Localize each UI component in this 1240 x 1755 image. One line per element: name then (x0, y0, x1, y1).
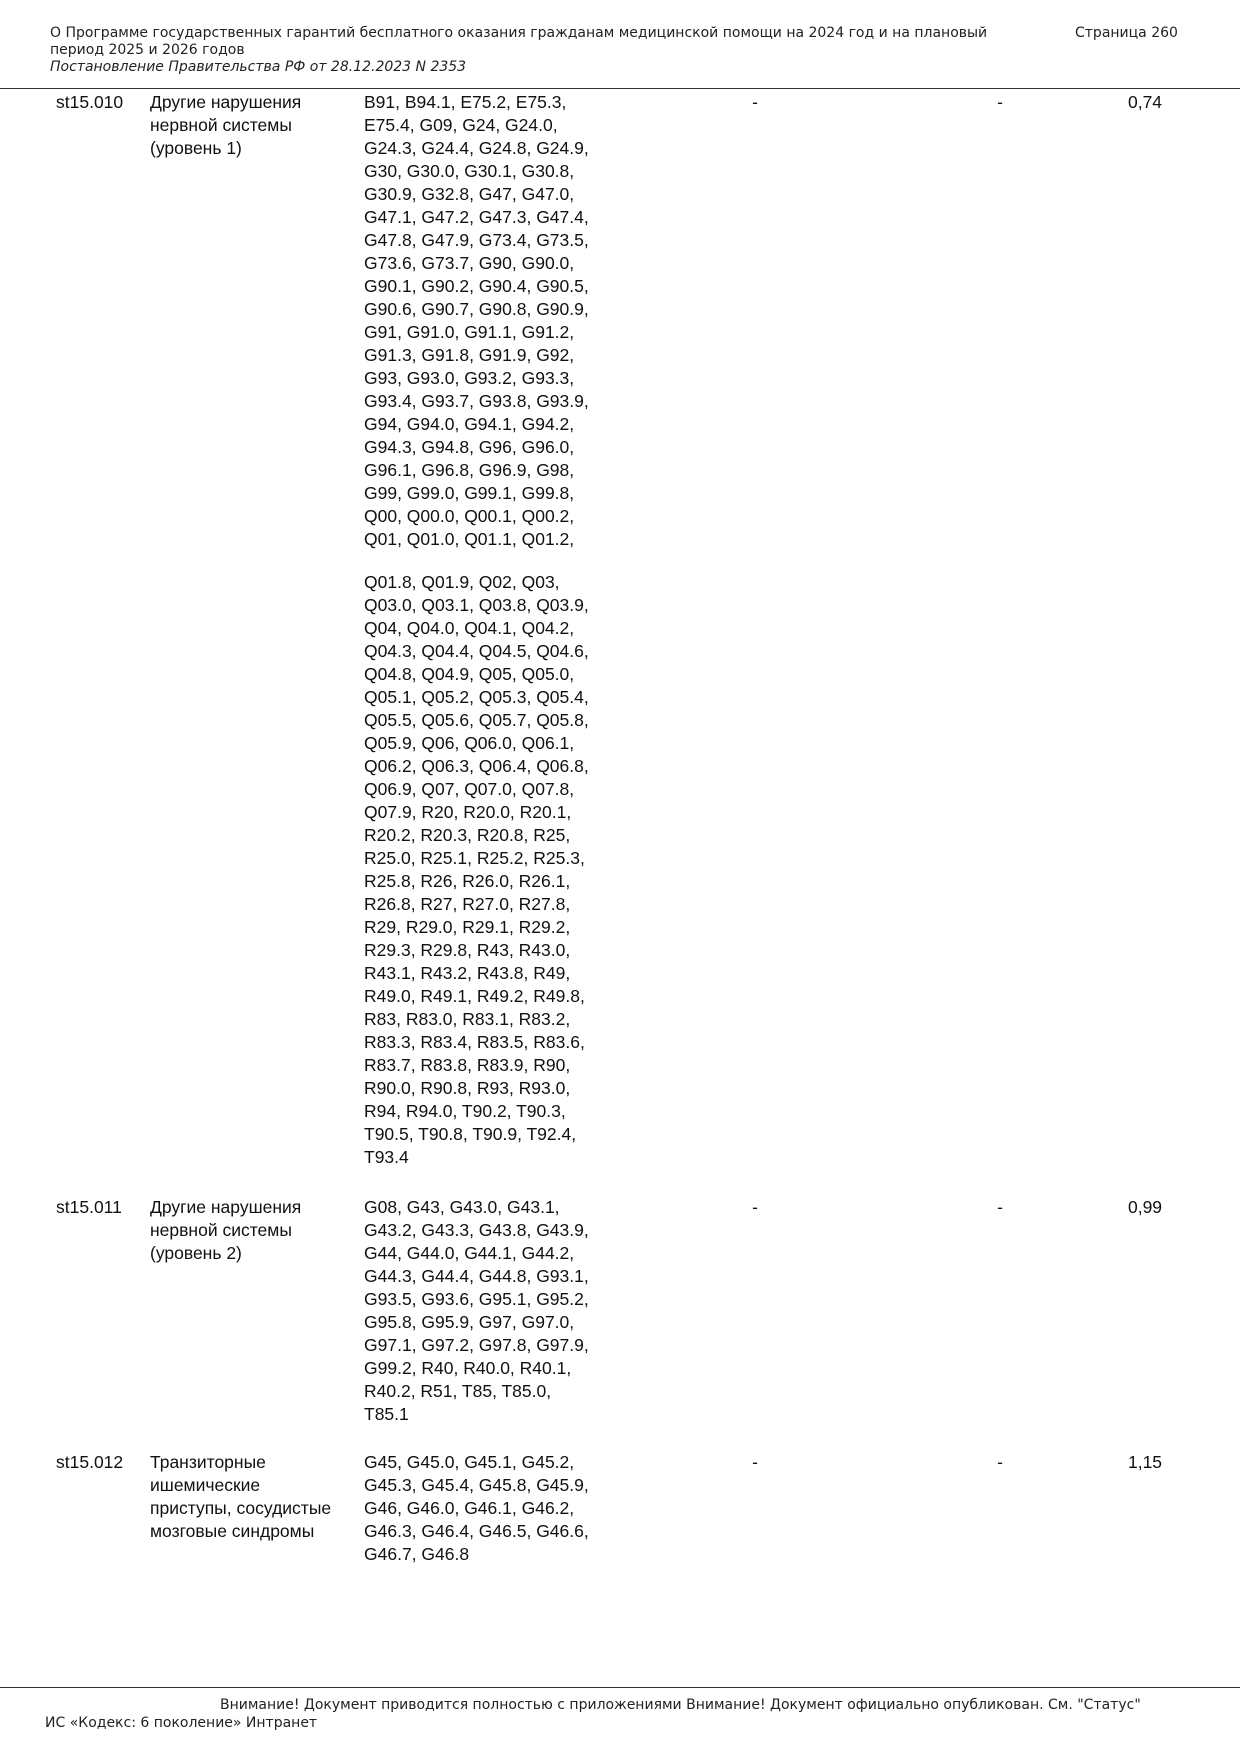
footer-system-name: ИС «Кодекс: 6 поколение» Интранет (45, 1715, 318, 1731)
diag-line: G91.3, G91.8, G91.9, G92, (364, 345, 575, 365)
diag-line: Q06.9, Q07, Q07.0, Q07.8, (364, 779, 575, 799)
diag-line: G08, G43, G43.0, G43.1, (364, 1197, 560, 1217)
row-dash: - (997, 1452, 1003, 1472)
diag-line: R83.3, R83.4, R83.5, R83.6, (364, 1032, 585, 1052)
row-name-line: нервной системы (150, 1220, 292, 1240)
row-name (150, 1196, 355, 1265)
row-name-line: Другие нарушения (150, 1197, 302, 1217)
diag-line: Q03.0, Q03.1, Q03.8, Q03.9, (364, 595, 589, 615)
row-dash: - (752, 1197, 758, 1217)
row-name-line: Другие нарушения (150, 92, 302, 112)
diag-line: G73.6, G73.7, G90, G90.0, (364, 253, 575, 273)
row-diagnosis-codes (364, 91, 634, 1169)
row-coefficient: 0,74 (1127, 92, 1163, 112)
diag-line: R20.2, R20.3, R20.8, R25, (364, 825, 571, 845)
row-dash: - (997, 1197, 1003, 1217)
document-header (50, 25, 1050, 76)
diag-line: Q04.3, Q04.4, Q04.5, Q04.6, (364, 641, 589, 661)
diag-line: R83, R83.0, R83.1, R83.2, (364, 1009, 571, 1029)
diag-line: G91, G91.0, G91.1, G91.2, (364, 322, 575, 342)
row-name-line: Транзиторные (150, 1452, 266, 1472)
row-name-line: ишемические (150, 1475, 261, 1495)
diag-line: G46.7, G46.8 (364, 1544, 470, 1564)
diag-line: R90.0, R90.8, R93, R93.0, (364, 1078, 571, 1098)
row-coefficient: 0,99 (1127, 1197, 1163, 1217)
diag-line: G94, G94.0, G94.1, G94.2, (364, 414, 575, 434)
diag-line: Q04.8, Q04.9, Q05, Q05.0, (364, 664, 575, 684)
diag-line: G46.3, G46.4, G46.5, G46.6, (364, 1521, 589, 1541)
row-name (150, 91, 355, 160)
diag-line: Q05.1, Q05.2, Q05.3, Q05.4, (364, 687, 589, 707)
diag-line: Q06.2, Q06.3, Q06.4, Q06.8, (364, 756, 589, 776)
diag-line: G93.5, G93.6, G95.1, G95.2, (364, 1289, 589, 1309)
diag-line: G44, G44.0, G44.1, G44.2, (364, 1243, 575, 1263)
diag-line: G30.9, G32.8, G47, G47.0, (364, 184, 575, 204)
diag-line: R40.2, R51, T85, T85.0, (364, 1381, 552, 1401)
diag-line: R25.0, R25.1, R25.2, R25.3, (364, 848, 585, 868)
diag-line: G93.4, G93.7, G93.8, G93.9, (364, 391, 589, 411)
diag-line: G90.1, G90.2, G90.4, G90.5, (364, 276, 589, 296)
footer-notice: Внимание! Документ приводится полностью с приложениями Внимание! Документ официально опубликован. См. "Статус" (220, 1697, 1141, 1713)
row-name-line: нервной системы (150, 115, 292, 135)
diag-line: G45.3, G45.4, G45.8, G45.9, (364, 1475, 589, 1495)
diag-line: G46, G46.0, G46.1, G46.2, (364, 1498, 575, 1518)
diag-line: G43.2, G43.3, G43.8, G43.9, (364, 1220, 589, 1240)
diag-line: R49.0, R49.1, R49.2, R49.8, (364, 986, 585, 1006)
row-code: st15.010 (56, 92, 124, 112)
diag-line: T85.1 (364, 1404, 409, 1424)
row-name-line: приступы, сосудистые (150, 1498, 332, 1518)
diag-line: R29.3, R29.8, R43, R43.0, (364, 940, 571, 960)
diag-line: G90.6, G90.7, G90.8, G90.9, (364, 299, 589, 319)
row-name-line: (уровень 1) (150, 138, 242, 158)
header-divider (0, 88, 1240, 89)
diag-line: R94, R94.0, T90.2, T90.3, (364, 1101, 566, 1121)
row-diagnosis-codes (364, 1451, 634, 1566)
row-dash: - (997, 92, 1003, 112)
diag-line: Q01, Q01.0, Q01.1, Q01.2, (364, 529, 575, 549)
row-coefficient: 1,15 (1127, 1452, 1163, 1472)
diag-line: G93, G93.0, G93.2, G93.3, (364, 368, 575, 388)
diag-line: Q01.8, Q01.9, Q02, Q03, (364, 572, 560, 592)
document-subtitle: Постановление Правительства РФ от 28.12.2023 N 2353 (50, 59, 467, 75)
page-number: Страница 260 (1075, 25, 1178, 41)
document-title-line-1: О Программе государственных гарантий бесплатного оказания гражданам медицинской помощи на 2024 год и на плановый (50, 25, 988, 41)
diag-line: Q04, Q04.0, Q04.1, Q04.2, (364, 618, 575, 638)
diag-line: T90.5, T90.8, T90.9, T92.4, (364, 1124, 577, 1144)
diag-line: R83.7, R83.8, R83.9, R90, (364, 1055, 571, 1075)
row-name-line: мозговые синдромы (150, 1521, 315, 1541)
row-name-line: (уровень 2) (150, 1243, 242, 1263)
diag-line: R25.8, R26, R26.0, R26.1, (364, 871, 571, 891)
diag-line: Q00, Q00.0, Q00.1, Q00.2, (364, 506, 575, 526)
diag-line: T93.4 (364, 1147, 409, 1167)
diag-line: G97.1, G97.2, G97.8, G97.9, (364, 1335, 589, 1355)
diag-line: G30, G30.0, G30.1, G30.8, (364, 161, 575, 181)
diag-line: G95.8, G95.9, G97, G97.0, (364, 1312, 575, 1332)
page-break-gap (364, 551, 634, 571)
footer-divider (0, 1687, 1240, 1688)
diag-line: R26.8, R27, R27.0, R27.8, (364, 894, 571, 914)
row-code: st15.011 (56, 1197, 122, 1217)
diag-line: E75.4, G09, G24, G24.0, (364, 115, 558, 135)
diag-line: R43.1, R43.2, R43.8, R49, (364, 963, 571, 983)
diag-line: G99.2, R40, R40.0, R40.1, (364, 1358, 572, 1378)
document-title-line-2: период 2025 и 2026 годов (50, 42, 245, 58)
diag-line: G45, G45.0, G45.1, G45.2, (364, 1452, 575, 1472)
diag-line: G44.3, G44.4, G44.8, G93.1, (364, 1266, 589, 1286)
diag-line: Q07.9, R20, R20.0, R20.1, (364, 802, 572, 822)
row-code: st15.012 (56, 1452, 124, 1472)
diag-line: R29, R29.0, R29.1, R29.2, (364, 917, 571, 937)
diag-line: B91, B94.1, E75.2, E75.3, (364, 92, 567, 112)
row-dash: - (752, 1452, 758, 1472)
row-dash: - (752, 92, 758, 112)
row-name (150, 1451, 355, 1543)
diag-line: Q05.5, Q05.6, Q05.7, Q05.8, (364, 710, 589, 730)
diag-line: G94.3, G94.8, G96, G96.0, (364, 437, 575, 457)
diag-line: G24.3, G24.4, G24.8, G24.9, (364, 138, 589, 158)
diag-line: G99, G99.0, G99.1, G99.8, (364, 483, 575, 503)
diag-line: G47.8, G47.9, G73.4, G73.5, (364, 230, 589, 250)
row-diagnosis-codes (364, 1196, 634, 1426)
diag-line: Q05.9, Q06, Q06.0, Q06.1, (364, 733, 575, 753)
diag-line: G47.1, G47.2, G47.3, G47.4, (364, 207, 589, 227)
diag-line: G96.1, G96.8, G96.9, G98, (364, 460, 575, 480)
